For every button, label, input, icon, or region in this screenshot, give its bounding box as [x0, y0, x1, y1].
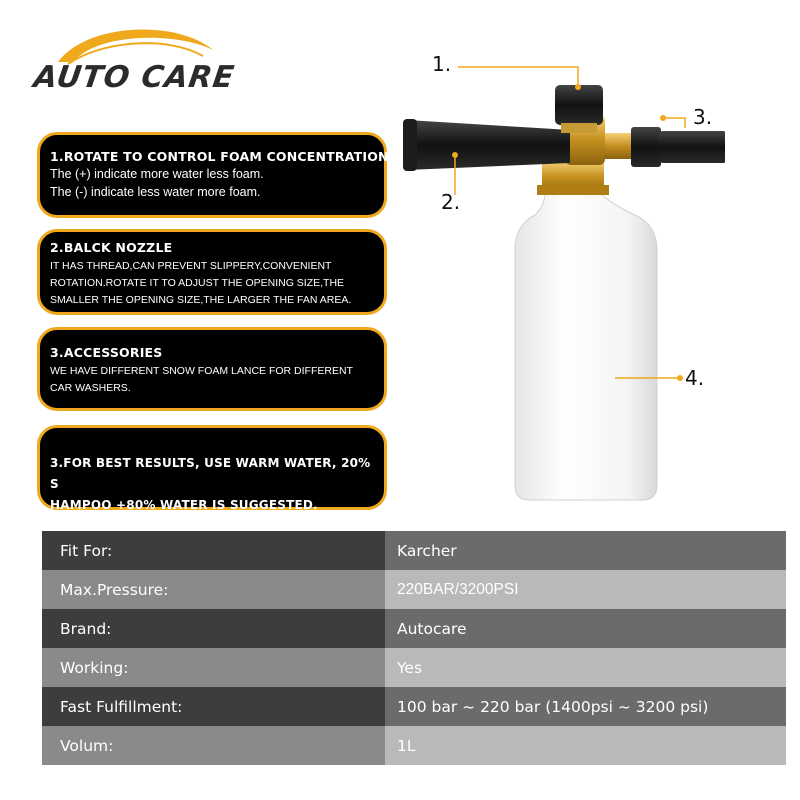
spec-value: 100 bar ~ 220 bar (1400psi ~ 3200 psi) — [385, 687, 786, 726]
table-row — [42, 648, 786, 687]
spec-value: Karcher — [385, 531, 786, 570]
info-card-foam-concentration — [37, 132, 387, 218]
card-title: 1.ROTATE TO CONTROL FOAM CONCENTRATION — [50, 149, 389, 164]
info-card-best-results — [37, 425, 387, 510]
card-text: WE HAVE DIFFERENT SNOW FOAM LANCE FOR DIFFERENT CAR WASHERS. — [50, 365, 353, 394]
table-row — [42, 726, 786, 765]
brand-logo — [28, 22, 237, 95]
spec-table — [42, 531, 786, 765]
table-row — [42, 687, 786, 726]
callout-1: 1. — [432, 52, 452, 76]
spec-key: Working: — [42, 648, 385, 687]
card-title: 3.ACCESSORIES — [50, 345, 163, 360]
spec-value: Yes — [385, 648, 786, 687]
spec-value: 1L — [385, 726, 786, 765]
callout-2: 2. — [441, 190, 461, 214]
spec-value: Autocare — [385, 609, 786, 648]
info-card-accessories — [37, 327, 387, 411]
card-text: IT HAS THREAD,CAN PREVENT SLIPPERY,CONVENIENT ROTATION.ROTATE IT TO ADJUST THE OPENING SIZE,THE SMALLER THE OPENING SIZE,THE LARGER THE FAN AREA. — [50, 260, 352, 306]
logo-text: AUTO CARE — [31, 60, 237, 95]
spec-key: Volum: — [42, 726, 385, 765]
table-row — [42, 570, 786, 609]
card-text: The (+) indicate more water less foam. The (-) indicate less water more foam. — [50, 167, 264, 199]
card-title: 2.BALCK NOZZLE — [50, 240, 173, 255]
table-row — [42, 609, 786, 648]
card-title: 3.FOR BEST RESULTS, USE WARM WATER, 20% S HAMPOO +80% WATER IS SUGGESTED. — [50, 456, 371, 512]
spec-key: Brand: — [42, 609, 385, 648]
foam-lance-image — [395, 45, 725, 515]
callout-3: 3. — [693, 105, 713, 129]
spec-key: Fit For: — [42, 531, 385, 570]
table-row — [42, 531, 786, 570]
info-card-black-nozzle — [37, 229, 387, 315]
spec-key: Max.Pressure: — [42, 570, 385, 609]
spec-value: 220BAR/3200PSI — [385, 570, 786, 609]
callout-4: 4. — [685, 366, 705, 390]
spec-key: Fast Fulfillment: — [42, 687, 385, 726]
